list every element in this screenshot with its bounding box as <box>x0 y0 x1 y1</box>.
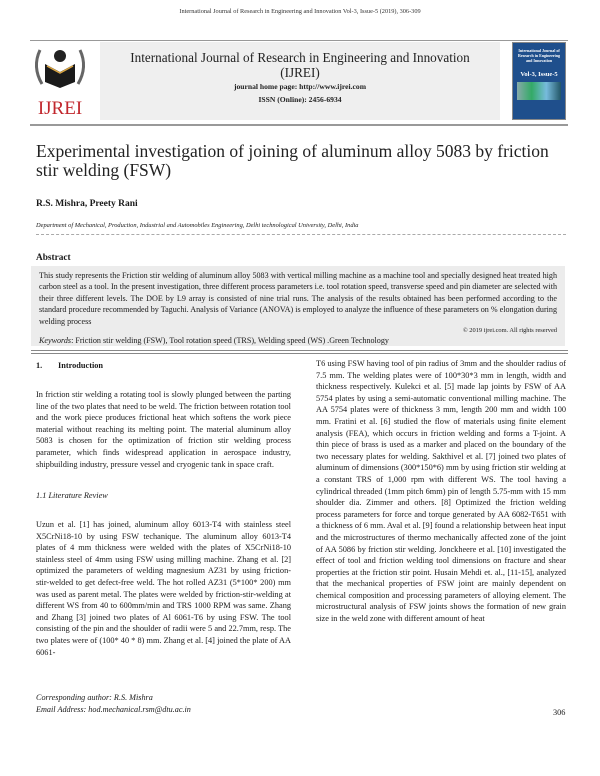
keywords <box>39 335 557 346</box>
intro-text: In friction stir welding a rotating tool is slowly plunged between the parting line of the two plates that need to be weld. The friction between rotation tool and the work piece produces frictional heat which softens the work piece material without reaching its melting point. The material aluminum alloy 5083 is chosen for the optimization of friction stir welding process parameter, which finds widespread application in aerospace industry, shipbuilding industry, pressure vessel and cryogenic tank in space craft. <box>36 390 291 469</box>
journal-issn: ISSN (Online): 2456-6934 <box>258 95 342 104</box>
keywords-label: Keywords <box>39 336 72 346</box>
masthead <box>100 50 500 106</box>
intro-paragraph <box>36 389 291 470</box>
page-number: 306 <box>553 708 566 717</box>
keywords-text: : Friction stir welding (FSW), Tool rotation speed (TRS), Welding speed (WS) .Green Technology <box>71 336 389 346</box>
abstract-box <box>31 266 565 346</box>
journal-logo <box>30 42 90 120</box>
corresponding-author: Corresponding author: R.S. Mishra <box>36 693 153 702</box>
copyright-notice: © 2019 ijrei.com. All rights reserved <box>462 327 557 335</box>
journal-homepage[interactable]: journal home page: http://www.ijrei.com <box>233 82 367 91</box>
literature-text: Uzun et al. [1] has joined, aluminum alloy 6013-T4 with stainless steel X5CrNi18-10 by using FSW techanique. The aluminum alloy 6013-T4 plates of 4 mm thickness were welded with the plates of X5CrNi18-10 stainless steel of 4mm using FSW using milling machine. Zhang et al. [2] optimized the parameters of welding magnesium AZ31 by using friction-stir-welded to get defect-free weld. The hot rolled AZ31 (5*100* 200) mm was used as parent metal. The plates were welded by friction-stir-welding at different WS from 40 to 600mm/min and TRS 1000 RPM was same. Zhang and Zhang [3] joined two plates of Al 6061-T6 by using FSW. The tool consisting of the pin and the shoulder of radii were 5 and 22.7mm, resp. The two plates were of (100* 40 * 8) mm. Zhang et al. [4] joined the plate of AA 6061- <box>36 520 291 657</box>
article-title: Experimental investigation of joining of aluminum alloy 5083 by friction stir welding (FSW) <box>36 141 549 180</box>
literature-paragraph <box>36 519 291 658</box>
logo-text: IJREI <box>37 98 83 119</box>
abstract-text: This study represents the Friction stir welding of aluminum alloy 5083 with vertical milling machine as a machine tool and specially designed heat treated high carbon steel as a tool. In the present investigation, three different process parameters i.e. tool rotation speed, transverse speed and pin diameter are selected with their three different levels. The DOE by L9 array is consisted of nine trial runs. The analysis of the results obtained has been performed according to the standard procedure recommended by Taguchi. Analysis of Variance (ANOVA) is employed to analyze the influence of these parameters on % elongation during welding process <box>39 271 557 326</box>
article-authors: R.S. Mishra, Preety Rani <box>36 199 138 209</box>
section-heading-introduction <box>36 361 103 370</box>
article-affiliation: Department of Mechanical, Production, Industrial and Automobiles Engineering, Delhi technological University, Delhi, India <box>36 222 359 229</box>
dashed-divider <box>36 234 566 235</box>
email-address[interactable]: Email Address: hod.mechanical.rsm@dtu.ac.in <box>36 704 191 714</box>
cover-title: International Journal of Research in Engineering and Innovation <box>518 48 560 63</box>
double-divider <box>31 350 568 354</box>
journal-abbrev: (IJREI) <box>280 65 320 80</box>
footnote <box>36 692 191 715</box>
subsection-heading-literature-review: 1.1 Literature Review <box>36 491 108 500</box>
right-column-text <box>316 358 566 625</box>
section-number: 1. <box>36 361 43 370</box>
header-rule <box>30 40 568 41</box>
journal-name: International Journal of Research in Engineering and Innovation <box>130 50 470 65</box>
running-header: International Journal of Research in Engineering and Innovation Vol-3, Issue-5 (2019), 306-309 <box>179 8 421 15</box>
right-column-paragraph: T6 using FSW having tool of pin radius of 3mm and the shoulder radius of 7.5 mm. The welding plates were of 100*30*3 mm in length, width and thickness respectively. Kulekci et al. [5] made lap joints by FSW of AA 5754 plates by using a semi-automatic conventional milling machine. The AA 5754 plates were of thickness 3 mm, length 200 mm and width 100 mm. Fratini et al. [6] studied the flow of materials using finite element analysis (FEA), which occurs in friction welding and forms a T-joint. A thin piece of brass is used as a marker and placed on the boundary of the two necessary plates for welding. Sakthivel et al. [7] joined two plates of aluminum of dimensions (300*150*6) mm by using friction stir welding at a constant TRS of 1,000 rpm with different WS. The tool having a cylindrical threaded (1mm pitch 6mm) pin of length 5.75-mm with 15 mm shoulder dia. Zimmer and others. [8] Optimized the friction welding process parameters for force and torque generated by AA 6082-T651 with a thickness of 6 mm. Aval et al. [9] found a relationship between heat input and the microstructures of thermo mechanically affected zone of the joint of AA 5086 by friction stir welding. Jonckheere et al. [10] investigated the effect of tool and friction welding tool dimensions on fracture and shear properties at the friction stir point. Husain Mehdi et. al., [11-15], analyzed that the mechanical properties of FSW joint are mainly dependent on chemical composition and processing parameters of alloying element. The microstructural analysis of FSW joints shows the formation of new grain size in the weld zone with different amount of heat <box>316 359 566 624</box>
journal-cover-image <box>512 42 566 120</box>
cover-photo <box>517 82 561 100</box>
masthead-rule <box>30 124 568 126</box>
cover-issue: Vol-3, Issue-5 <box>520 71 558 78</box>
abstract-heading: Abstract <box>36 253 71 263</box>
section-title: Introduction <box>58 361 104 370</box>
